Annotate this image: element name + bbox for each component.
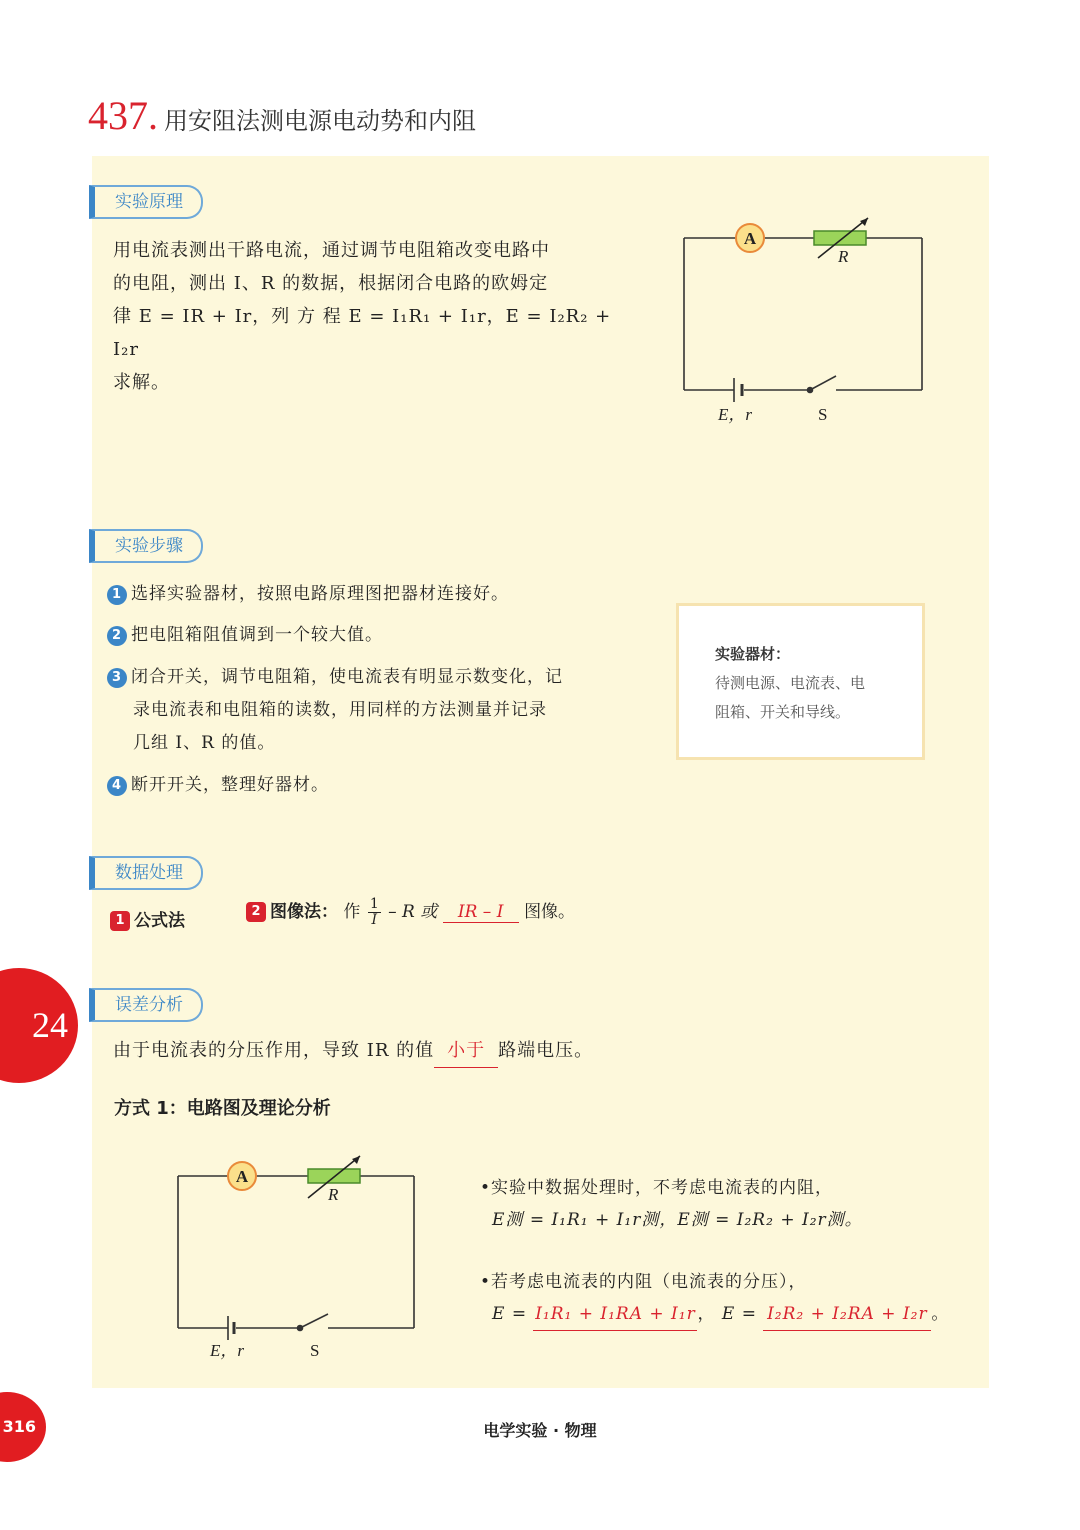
section-error: 误差分析 xyxy=(89,988,203,1022)
arrow-head xyxy=(352,1156,360,1164)
resistor-label: R xyxy=(328,1185,339,1204)
method-subhead: 方式 1：电路图及理论分析 xyxy=(114,1098,331,1119)
fraction-numerator: 1 xyxy=(369,896,379,912)
page-title xyxy=(88,92,476,139)
answer-blank-2: I₂R₂ + I₂RA + I₂r xyxy=(763,1298,931,1331)
graph-answer: IR – I xyxy=(443,902,519,923)
switch-blade xyxy=(300,1314,328,1328)
circuit-diagram-top xyxy=(670,210,940,440)
step-number: 2 xyxy=(107,626,127,646)
switch-blade xyxy=(810,376,836,390)
equipment-line: 待测电源、电流表、电 xyxy=(715,674,866,692)
footer-text: 电学实验 · 物理 xyxy=(483,1421,597,1440)
method-graph xyxy=(246,897,575,928)
analysis-bullet-1 xyxy=(480,1172,863,1236)
step-text: 把电阻箱阻值调到一个较大值。 xyxy=(131,625,383,645)
circuit-diagram-bottom xyxy=(164,1148,434,1368)
step-number: 1 xyxy=(107,585,127,605)
error-text xyxy=(113,1034,593,1068)
equipment-head: 实验器材： xyxy=(715,645,791,663)
analysis-line: •若考虑电流表的内阻（电流表的分压）， xyxy=(480,1272,807,1292)
switch-label: S xyxy=(818,405,828,424)
step-text: 闭合开关，调节电阻箱，使电流表有明显示数变化，记 xyxy=(131,667,563,687)
error-pre: 由于电流表的分压作用，导致 IR 的值 xyxy=(113,1040,435,1061)
page-number: 316 xyxy=(0,1392,46,1462)
error-post: 路端电压。 xyxy=(498,1040,594,1061)
source-label: E，r xyxy=(210,1341,244,1360)
ammeter-label: A xyxy=(235,1167,249,1186)
graph-make: 作 xyxy=(343,902,361,922)
step-number: 4 xyxy=(107,776,127,796)
resistor-box xyxy=(814,231,866,245)
principle-line: 用电流表测出干路电流，通过调节电阻箱改变电路中 xyxy=(113,240,550,261)
fraction xyxy=(368,897,381,928)
step-item xyxy=(107,578,509,611)
step-text: 几组 I、R 的值。 xyxy=(133,733,276,753)
principle-line: 律 E = IR + Ir，列 方 程 E = I₁R₁ + I₁r，E = I₂R₂ + I₂r xyxy=(113,306,612,360)
answer-blank-1: I₁R₁ + I₁RA + I₁r xyxy=(533,1298,697,1331)
step-item xyxy=(107,661,563,760)
arrow-head xyxy=(860,218,868,226)
step-text: 选择实验器材，按照电路原理图把器材连接好。 xyxy=(131,584,509,604)
error-answer: 小于 xyxy=(434,1034,498,1068)
experiment-number: 437. xyxy=(88,93,158,138)
step-number: 3 xyxy=(107,668,127,688)
graph-mid: – R 或 xyxy=(388,902,438,922)
ammeter-label: A xyxy=(743,229,757,248)
graph-end: 图像。 xyxy=(524,902,576,922)
chapter-tab: 24 xyxy=(0,968,78,1083)
experiment-title: 用安阻法测电源电动势和内阻 xyxy=(164,107,476,135)
principle-line: 求解。 xyxy=(113,372,170,393)
principle-line: 的电阻，测出 I、R 的数据，根据闭合电路的欧姆定 xyxy=(113,273,549,294)
method-label: 图像法： xyxy=(270,902,338,922)
section-principle: 实验原理 xyxy=(89,185,203,219)
end-mark: 。 xyxy=(931,1304,950,1324)
analysis-line: •实验中数据处理时，不考虑电流表的内阻， xyxy=(480,1178,834,1198)
section-data: 数据处理 xyxy=(89,856,203,890)
method-label: 公式法 xyxy=(134,911,185,931)
separator: ， xyxy=(697,1304,716,1324)
analysis-bullet-2 xyxy=(480,1266,949,1331)
method-formula xyxy=(110,906,185,931)
equipment-line: 阻箱、开关和导线。 xyxy=(715,703,851,721)
resistor-label: R xyxy=(838,247,849,266)
step-item xyxy=(107,619,383,652)
fraction-denominator: I xyxy=(371,912,378,928)
analysis-answer-line xyxy=(480,1298,949,1331)
method-number: 1 xyxy=(110,911,130,931)
method-number: 2 xyxy=(246,902,266,922)
principle-text xyxy=(113,234,643,399)
analysis-line: E测 = I₁R₁ + I₁r测，E测 = I₂R₂ + I₂r测。 xyxy=(492,1210,863,1230)
equipment-box xyxy=(676,603,925,760)
e-label: E = xyxy=(721,1304,757,1324)
step-text: 录电流表和电阻箱的读数，用同样的方法测量并记录 xyxy=(133,700,547,720)
switch-label: S xyxy=(310,1341,320,1360)
section-steps: 实验步骤 xyxy=(89,529,203,563)
step-item xyxy=(107,769,329,802)
e-label: E = xyxy=(492,1304,528,1324)
source-label: E，r xyxy=(718,405,752,424)
step-text: 断开开关，整理好器材。 xyxy=(131,775,329,795)
